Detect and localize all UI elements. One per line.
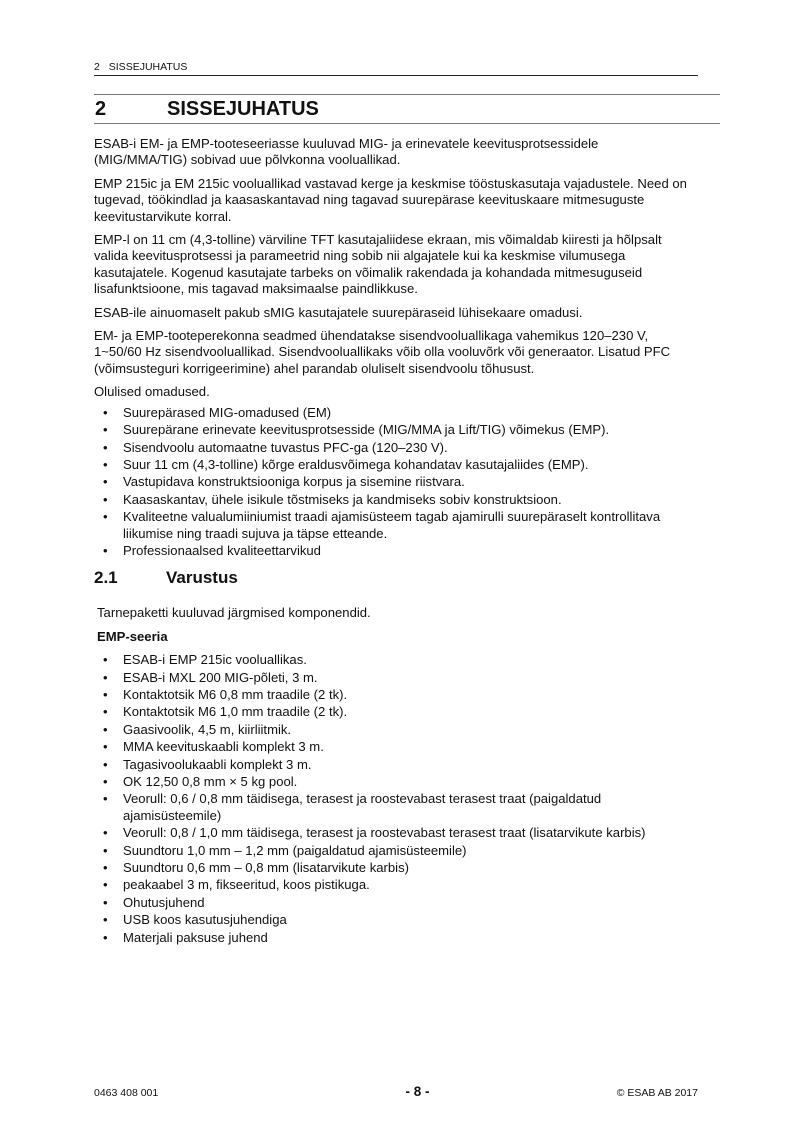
copyright: © ESAB AB 2017 — [616, 1087, 698, 1099]
equipment-list — [94, 652, 694, 946]
bullet-icon: • — [103, 825, 108, 841]
list-item: • Tagasivoolukaabli komplekt 3 m. — [103, 756, 312, 772]
running-header — [94, 61, 698, 76]
features-list — [94, 405, 694, 560]
list-item: • OK 12,50 0,8 mm × 5 kg pool. — [103, 774, 298, 789]
running-header-title: SISSEJUHATUS — [108, 61, 188, 73]
bullet-icon: • — [103, 439, 108, 455]
list-item: • ESAB-i EMP 215ic vooluallikas. — [103, 652, 307, 668]
chapter-number: 2 — [95, 98, 107, 120]
section-intro: Tarnepaketti kuuluvad järgmised komponendid. — [97, 605, 371, 621]
list-item: • Kvaliteetne valualumiiniumist traadi ajamisüsteem tagab ajamirulli suurepäraselt kontrollitava liikumise ning traadi sujuva ja täpse etteande. — [103, 509, 661, 541]
page-footer — [94, 1085, 698, 1100]
bullet-icon: • — [103, 474, 108, 490]
section-number: 2.1 — [94, 568, 118, 588]
intro-paragraph: ESAB-i EM- ja EMP-tooteseeriasse kuuluvad MIG- ja erinevatele keevitusprotsessidele (MIG/MMA/TIG) sobivad uue põlvkonna vooluallikad. — [94, 136, 599, 168]
bullet-icon: • — [103, 456, 108, 472]
bullet-icon: • — [103, 404, 108, 420]
list-item: • peakaabel 3 m, fikseeritud, koos pistikuga. — [103, 877, 370, 893]
bullet-icon: • — [103, 491, 108, 507]
bullet-icon: • — [103, 791, 108, 807]
page-body — [94, 136, 694, 947]
chapter-heading — [94, 94, 720, 124]
bullet-icon: • — [103, 756, 108, 772]
list-item: • Suurepärased MIG-omadused (EM) — [103, 404, 332, 420]
bullet-icon: • — [103, 860, 108, 876]
document-number: 0463 408 001 — [94, 1087, 159, 1099]
bullet-icon: • — [103, 669, 108, 685]
list-item: • Veorull: 0,8 / 1,0 mm täidisega, terasest ja roostevabast terasest traat (lisatarvikute karbis) — [103, 825, 646, 841]
list-item: • MMA keevituskaabli komplekt 3 m. — [103, 739, 324, 755]
bullet-icon: • — [103, 877, 108, 893]
list-item: • Suundtoru 0,6 mm – 0,8 mm (lisatarvikute karbis) — [103, 860, 409, 876]
bullet-icon: • — [103, 652, 108, 668]
list-item: • Sisendvoolu automaatne tuvastus PFC-ga (120–230 V). — [103, 439, 448, 455]
list-item: • Professionaalsed kvaliteettarvikud — [103, 542, 321, 558]
section-title: Varustus — [166, 568, 238, 588]
bullet-icon: • — [103, 774, 108, 789]
list-item: • Kontaktotsik M6 1,0 mm traadile (2 tk). — [103, 704, 348, 720]
bullet-icon: • — [103, 912, 108, 928]
list-item: • Kontaktotsik M6 0,8 mm traadile (2 tk). — [103, 686, 348, 702]
running-header-number: 2 — [94, 61, 100, 73]
bullet-icon: • — [103, 894, 108, 910]
list-item: • Suundtoru 1,0 mm – 1,2 mm (paigaldatud ajamisüsteemile) — [103, 842, 467, 858]
intro-paragraph: ESAB-ile ainuomaselt pakub sMIG kasutajatele suurepäraseid lühisekaare omadusi. — [94, 304, 583, 320]
bullet-icon: • — [103, 686, 108, 702]
section-heading — [94, 567, 694, 589]
list-item: • Veorull: 0,6 / 0,8 mm täidisega, terasest ja roostevabast terasest traat (paigaldatud ajamisüsteemile) — [103, 791, 602, 823]
list-item: • Materjali paksuse juhend — [103, 929, 268, 945]
intro-paragraph: EMP-l on 11 cm (4,3-tolline) värviline TFT kasutajaliidese ekraan, mis võimaldab kiiresti ja hõlpsalt valida keevitusprotsessi ja parameetrid ning sobib nii algajatele kui ka keskmise vilumusega kasutajatele. Kogenud kasutajate tarbeks on võimalik rakendada ja kohandada mitmesuguseid lisafunktsioone, mis tagavad maksimaalse paindlikkuse. — [94, 232, 662, 297]
list-item: • Suur 11 cm (4,3-tolline) kõrge eraldusvõimega kohandatav kasutajaliides (EMP). — [103, 456, 589, 472]
bullet-icon: • — [103, 739, 108, 755]
intro-paragraph: EM- ja EMP-tooteperekonna seadmed ühendatakse sisendvooluallikaga vahemikus 120–230 V, 1~50/60 Hz sisendvooluallikad. Sisendvooluallikaks võib olla vooluvõrk või generaator. Lisatud PFC (võimsusteguri korrigeerimine) ahel parandab oluliselt sisendvoolu tõhusust. — [94, 328, 671, 376]
intro-paragraph: EMP 215ic ja EM 215ic vooluallikad vastavad kerge ja keskmise tööstuskasutaja vajadustele. Need on tugevad, töökindlad ja kaasaskantavad ning tagavad suurepärase keevituskaare mitmesuguste keevitustarvikute korral. — [94, 175, 687, 224]
subheading: EMP-seeria — [97, 628, 168, 644]
chapter-title: SISSEJUHATUS — [167, 98, 319, 120]
page-number: - 8 - — [405, 1084, 430, 1099]
list-item: • USB koos kasutusjuhendiga — [103, 912, 287, 928]
list-item: • Ohutusjuhend — [103, 894, 205, 910]
list-item: • Vastupidava konstruktsiooniga korpus ja sisemine riistvara. — [103, 474, 465, 490]
list-item: • ESAB-i MXL 200 MIG-põleti, 3 m. — [103, 669, 318, 685]
bullet-icon: • — [103, 422, 108, 438]
bullet-icon: • — [103, 509, 108, 525]
bullet-icon: • — [103, 542, 108, 558]
list-item: • Gaasivoolik, 4,5 m, kiirliitmik. — [103, 721, 292, 737]
list-item: • Suurepärane erinevate keevitusprotsesside (MIG/MMA ja Lift/TIG) võimekus (EMP). — [103, 422, 610, 438]
bullet-icon: • — [103, 929, 108, 945]
bullet-icon: • — [103, 842, 108, 858]
bullet-icon: • — [103, 704, 108, 720]
bullet-icon: • — [103, 721, 108, 737]
features-lead: Olulised omadused. — [94, 384, 210, 400]
list-item: • Kaasaskantav, ühele isikule tõstmiseks ja kandmiseks sobiv konstruktsioon. — [103, 491, 562, 507]
